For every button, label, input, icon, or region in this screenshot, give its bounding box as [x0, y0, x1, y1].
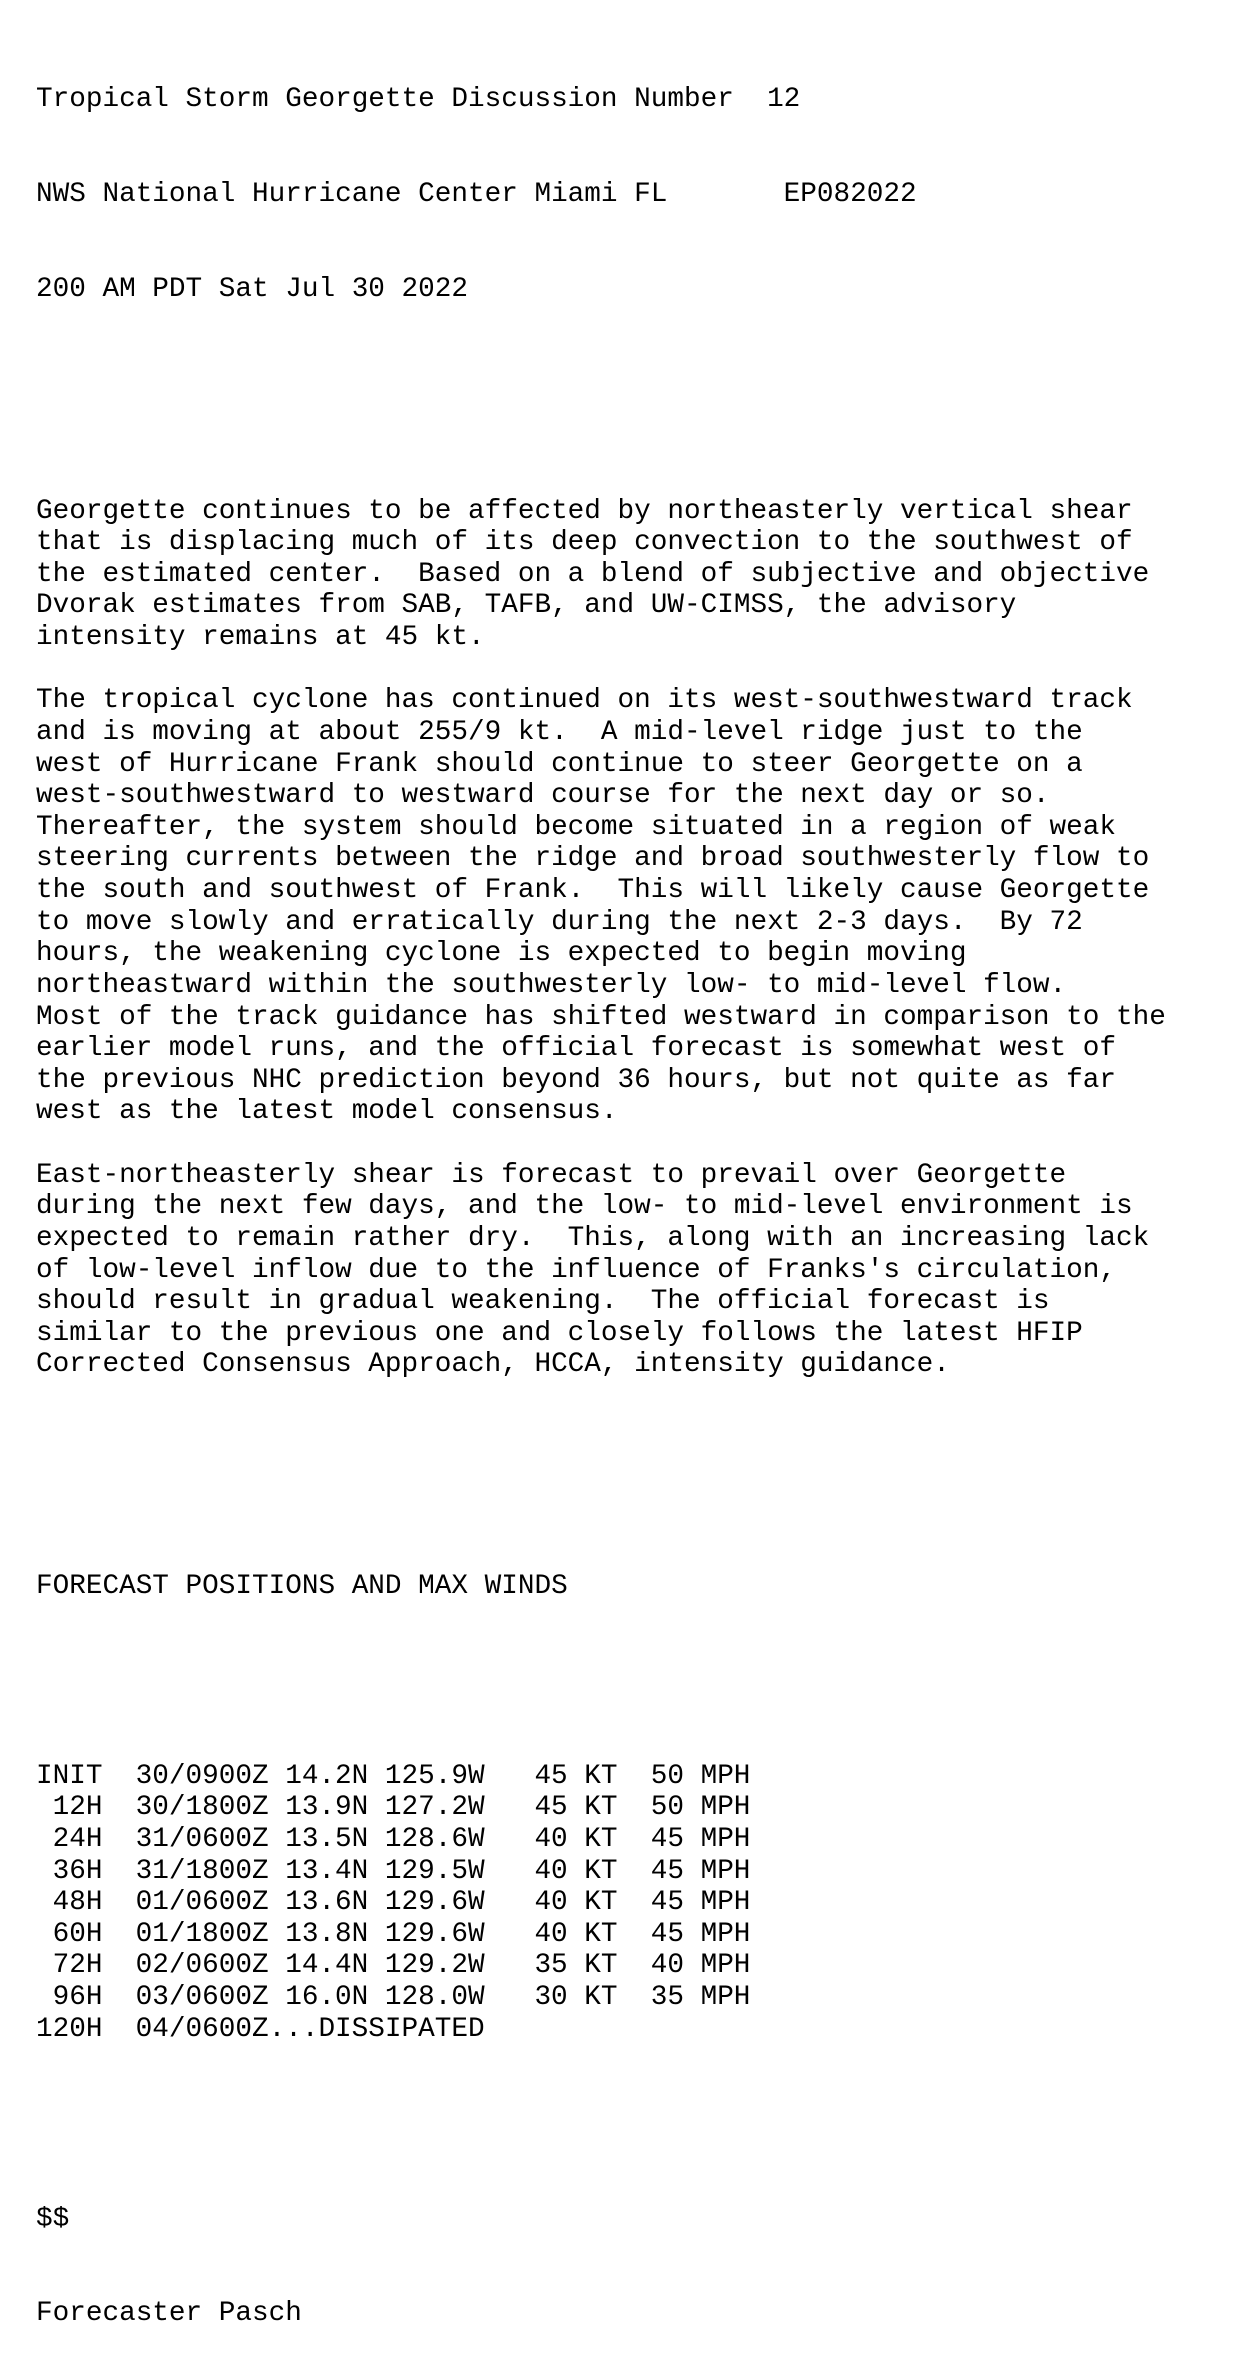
paragraph-line: Most of the track guidance has shifted westward in comparison to the	[36, 1001, 1166, 1033]
paragraph-line: the south and southwest of Frank. This will likely cause Georgette	[36, 875, 1150, 907]
latitude: 16.0N	[285, 1982, 369, 2014]
forecast-hour: 36H	[52, 1855, 103, 1887]
paragraph-line: the estimated center. Based on a blend of subjective and objective	[36, 558, 1150, 590]
spacer	[36, 654, 1166, 686]
spacer	[36, 1128, 1166, 1160]
end-marker: $$	[36, 2203, 70, 2235]
wind-knots: 40 KT	[534, 1918, 618, 1950]
paragraph-line: of low-level inflow due to the influence of Franks's circulation,	[36, 1254, 1116, 1286]
paragraph-line: earlier model runs, and the official forecast is somewhat west of	[36, 1033, 1116, 1065]
spacer	[36, 369, 1166, 401]
issuing-office: NWS National Hurricane Center Miami FL EP082022	[36, 179, 917, 211]
forecast-row	[36, 1887, 1166, 1919]
paragraph-line: Georgette continues to be affected by northeasterly vertical shear	[36, 495, 1133, 527]
paragraph-line: Dvorak estimates from SAB, TAFB, and UW-CIMSS, the advisory	[36, 590, 1017, 622]
issue-time: 200 AM PDT Sat Jul 30 2022	[36, 274, 468, 306]
forecast-time: 30/0900Z	[135, 1760, 269, 1792]
wind-knots: 45 KT	[534, 1760, 618, 1792]
longitude: 127.2W	[384, 1792, 485, 1824]
wind-knots: 45 KT	[534, 1792, 618, 1824]
longitude: 129.6W	[384, 1918, 485, 1950]
latitude: 13.4N	[285, 1855, 369, 1887]
wind-knots: 40 KT	[534, 1855, 618, 1887]
wind-knots: 30 KT	[534, 1982, 618, 2014]
longitude: 129.5W	[384, 1855, 485, 1887]
paragraph-line: during the next few days, and the low- to mid-level environment is	[36, 1191, 1133, 1223]
paragraph-line: to move slowly and erratically during the next 2-3 days. By 72	[36, 906, 1083, 938]
paragraph-line: expected to remain rather dry. This, along with an increasing lack	[36, 1222, 1150, 1254]
forecast-row	[36, 2014, 1166, 2046]
paragraph-line: steering currents between the ridge and broad southwesterly flow to	[36, 843, 1150, 875]
forecast-time: 02/0600Z	[135, 1950, 269, 1982]
paragraph-line: northeastward within the southwesterly low- to mid-level flow.	[36, 969, 1067, 1001]
longitude: 125.9W	[384, 1760, 485, 1792]
wind-knots: 40 KT	[534, 1887, 618, 1919]
forecast-time: 03/0600Z	[135, 1982, 269, 2014]
forecast-time: 30/1800Z	[135, 1792, 269, 1824]
forecast-time: 31/0600Z	[135, 1823, 269, 1855]
discussion-document	[36, 21, 1166, 2362]
forecast-time: 31/1800Z	[135, 1855, 269, 1887]
latitude: 13.6N	[285, 1887, 369, 1919]
forecast-hour: 48H	[52, 1887, 103, 1919]
wind-knots: 40 KT	[534, 1823, 618, 1855]
paragraph-line: The tropical cyclone has continued on its west-southwestward track	[36, 685, 1133, 717]
longitude: 128.0W	[384, 1982, 485, 2014]
wind-mph: 40 MPH	[650, 1950, 751, 1982]
forecast-row	[36, 1856, 1166, 1888]
paragraph-line: west-southwestward to westward course for the next day or so.	[36, 780, 1050, 812]
spacer	[36, 1476, 1166, 1508]
paragraph-line: west as the latest model consensus.	[36, 1096, 618, 1128]
spacer	[36, 1666, 1166, 1698]
longitude: 128.6W	[384, 1823, 485, 1855]
paragraph-line: west of Hurricane Frank should continue to steer Georgette on a	[36, 748, 1083, 780]
discussion-title: Tropical Storm Georgette Discussion Number 12	[36, 84, 801, 116]
latitude: 13.5N	[285, 1823, 369, 1855]
longitude: 129.6W	[384, 1887, 485, 1919]
forecast-hour: 12H	[52, 1792, 103, 1824]
latitude: 13.9N	[285, 1792, 369, 1824]
forecast-table	[36, 1761, 1166, 2046]
forecast-row	[36, 1761, 1166, 1793]
paragraph-line: that is displacing much of its deep convection to the southwest of	[36, 527, 1133, 559]
forecast-hour: 60H	[52, 1918, 103, 1950]
forecast-row	[36, 1792, 1166, 1824]
wind-mph: 35 MPH	[650, 1982, 751, 2014]
wind-knots: 35 KT	[534, 1950, 618, 1982]
wind-mph: 45 MPH	[650, 1855, 751, 1887]
forecast-hour: INIT	[36, 1760, 103, 1792]
paragraph-line: hours, the weakening cyclone is expected to begin moving	[36, 938, 967, 970]
latitude: 13.8N	[285, 1918, 369, 1950]
forecast-row	[36, 1982, 1166, 2014]
paragraph-line: East-northeasterly shear is forecast to prevail over Georgette	[36, 1159, 1067, 1191]
wind-mph: 50 MPH	[650, 1792, 751, 1824]
forecast-row	[36, 1824, 1166, 1856]
discussion-body	[36, 496, 1166, 1382]
longitude: 129.2W	[384, 1950, 485, 1982]
forecast-time: 04/0600Z...DISSIPATED	[135, 2013, 485, 2045]
forecast-heading: FORECAST POSITIONS AND MAX WINDS	[36, 1570, 568, 1602]
paragraph-line: Corrected Consensus Approach, HCCA, intensity guidance.	[36, 1349, 950, 1381]
paragraph-line: and is moving at about 255/9 kt. A mid-level ridge just to the	[36, 716, 1083, 748]
wind-mph: 45 MPH	[650, 1918, 751, 1950]
wind-mph: 45 MPH	[650, 1823, 751, 1855]
forecaster-signature: Forecaster Pasch	[36, 2298, 302, 2330]
forecast-row	[36, 1919, 1166, 1951]
spacer	[36, 2109, 1166, 2141]
paragraph-line: should result in gradual weakening. The official forecast is	[36, 1286, 1050, 1318]
forecast-hour: 96H	[52, 1982, 103, 2014]
latitude: 14.2N	[285, 1760, 369, 1792]
forecast-time: 01/1800Z	[135, 1918, 269, 1950]
forecast-hour: 24H	[52, 1823, 103, 1855]
forecast-hour: 120H	[36, 2013, 103, 2045]
forecast-row	[36, 1950, 1166, 1982]
forecast-time: 01/0600Z	[135, 1887, 269, 1919]
wind-mph: 45 MPH	[650, 1887, 751, 1919]
latitude: 14.4N	[285, 1950, 369, 1982]
forecast-hour: 72H	[52, 1950, 103, 1982]
paragraph-line: similar to the previous one and closely follows the latest HFIP	[36, 1317, 1083, 1349]
paragraph-line: intensity remains at 45 kt.	[36, 622, 485, 654]
wind-mph: 50 MPH	[650, 1760, 751, 1792]
paragraph-line: Thereafter, the system should become situated in a region of weak	[36, 811, 1116, 843]
paragraph-line: the previous NHC prediction beyond 36 hours, but not quite as far	[36, 1064, 1116, 1096]
